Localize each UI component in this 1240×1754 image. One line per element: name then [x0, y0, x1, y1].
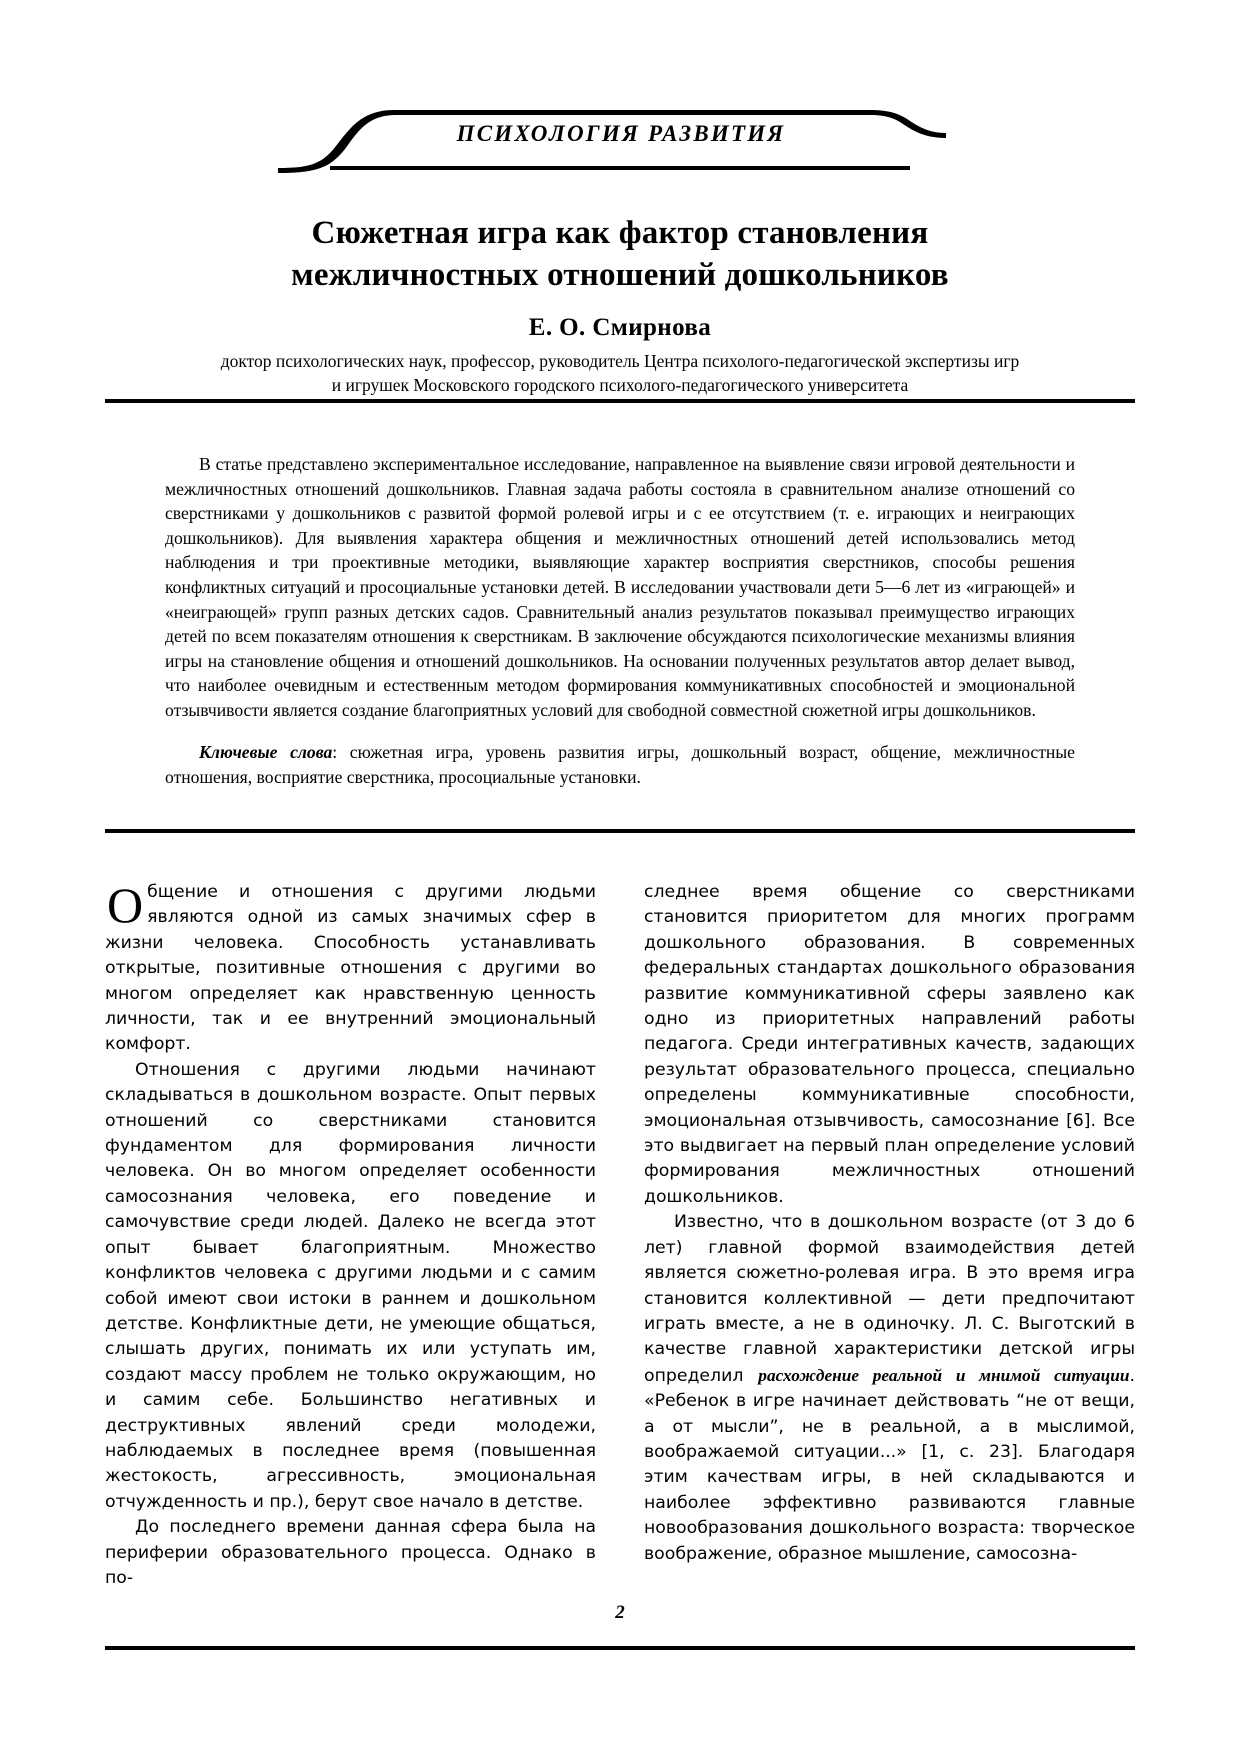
column-right — [644, 880, 1135, 1620]
keywords-label: Ключевые слова — [199, 742, 333, 762]
paragraph: следнее время общение со сверстниками становится приоритетом для многих программ дошкольного образования. В современных федеральных стандартах дошкольного образования развитие коммуникативной сферы заявлено как одно из приоритетных направлений работы педагога. Среди интегративных качеств, задающих результат образовательного процесса, специально определены коммуникативные способности, эмоциональная отзывчивость, самосознание [6]. Все это выдвигает на первый план определение условий формирования межличностных отношений дошкольников. — [644, 882, 1135, 1207]
body-columns — [105, 877, 1135, 1620]
keywords-block — [165, 740, 1075, 789]
page-number: 2 — [615, 1602, 625, 1623]
paragraph-text-part-2: . «Ребенок в игре начинает действовать “не от вещи, а от мысли”, не в реальной, а в мыслимой, воображаемой ситуации...» [1, с. 23]. Благодаря этим качествам игры, в ней складываются и наиболее эффективно развиваются главные новообразования дошкольного возраста: творческое воображение, образное мышление, самосозна- — [644, 1365, 1135, 1564]
abstract-text: В статье представлено экспериментальное исследование, направленное на выявление связи игровой деятельности и межличностных отношений дошкольников. Главная задача работы состояла в сравнительном анализе отношений со сверстниками у дошкольников с развитой формой ролевой игры и с ее отсутствием (т. е. играющих и неиграющих дошкольников). Для выявления характера общения и межличностных отношений детей использовались метод наблюдения и три проективные методики, выявляющие характер восприятия сверстников, способы решения конфликтных ситуаций и просоциальные установки детей. В исследовании участвовали дети 5—6 лет из «играющей» и «неиграющей» групп разных детских садов. Сравнительный анализ результатов показывал преимущество играющих детей по всем показателям отношения к сверстникам. В заключение обсуждаются психологические механизмы влияния игры на становление общения и отношений дошкольников. На основании полученных результатов автор делает вывод, что наиболее очевидным и естественным методом формирования коммуникативных способностей и эмоциональной отзывчивости является создание благоприятных условий для свободной совместной сюжетной игры дошкольников. — [165, 454, 1075, 720]
paragraph: Отношения с другими людьми начинают складываться в дошкольном возрасте. Опыт первых отношений со сверстниками становится фундаментом для формирования личности человека. Он во многом определяет особенности самосознания человека, его поведение и самочувствие среди людей. Далеко не всегда этот опыт бывает благоприятным. Множество конфликтов человека с другими людьми и с самим собой имеют свои истоки в раннем и дошкольном детстве. Конфликтные дети, не умеющие общаться, слышать других, понимать их или уступать им, создают массу проблем не только окружающим, но и самим себе. Большинство негативных и деструктивных явлений среди молодежи, наблюдаемых в последнее время (повышенная жестокость, агрессивность, эмоциональная отчужденность и пр.), берут свое начало в детстве. — [105, 1059, 596, 1512]
section-label: ПСИХОЛОГИЯ РАЗВИТИЯ — [456, 121, 786, 146]
divider-middle — [105, 829, 1135, 833]
paragraph — [105, 877, 596, 1058]
author-affiliation — [105, 349, 1135, 397]
section-banner — [270, 88, 950, 174]
keywords-list: сюжетная игра, уровень развития игры, дошкольный возраст, общение, межличностные отношения, восприятие сверстника, просоциальные установки. — [165, 742, 1075, 787]
paragraph-text: бщение и отношения с другими людьми являются одной из самых значимых сфер в жизни человека. Способность устанавливать открытые, позитивные отношения с другими во многом определяет как нравственную ценность личности, так и ее внутренний эмоциональный комфорт. — [105, 882, 596, 1055]
drop-cap: О — [107, 877, 144, 933]
emphasized-term: расхождение реальной и мнимой ситуации — [758, 1365, 1130, 1385]
author-name: Е. О. Смирнова — [528, 314, 712, 341]
paragraph-text-part-1: Известно, что в дошкольном возрасте (от 3 до 6 лет) главной формой взаимодействия детей является сюжетно-ролевая игра. В это время игра становится коллективной — дети предпочитают играть вместе, а не в одиночку. Л. С. Выготский в качестве главной характеристики детской игры определил — [644, 1212, 1135, 1386]
affiliation-line-1: доктор психологических наук, профессор, руководитель Центра психолого-педагогической экспертизы игр — [220, 351, 1020, 371]
title-block — [105, 212, 1135, 397]
divider-bottom — [105, 1646, 1135, 1650]
keywords-separator: : — [332, 742, 350, 762]
paragraph — [644, 1210, 1135, 1567]
column-left — [105, 877, 596, 1620]
title-line-1: Сюжетная игра как фактор становления — [311, 215, 929, 251]
affiliation-line-2: и игрушек Московского городского психолого-педагогического университета — [331, 375, 909, 395]
paragraph: До последнего времени данная сфера была на периферии образовательного процесса. Однако в по- — [105, 1517, 596, 1588]
divider-top — [105, 399, 1135, 403]
page-title — [105, 212, 1135, 296]
title-line-2: межличностных отношений дошкольников — [291, 257, 949, 293]
